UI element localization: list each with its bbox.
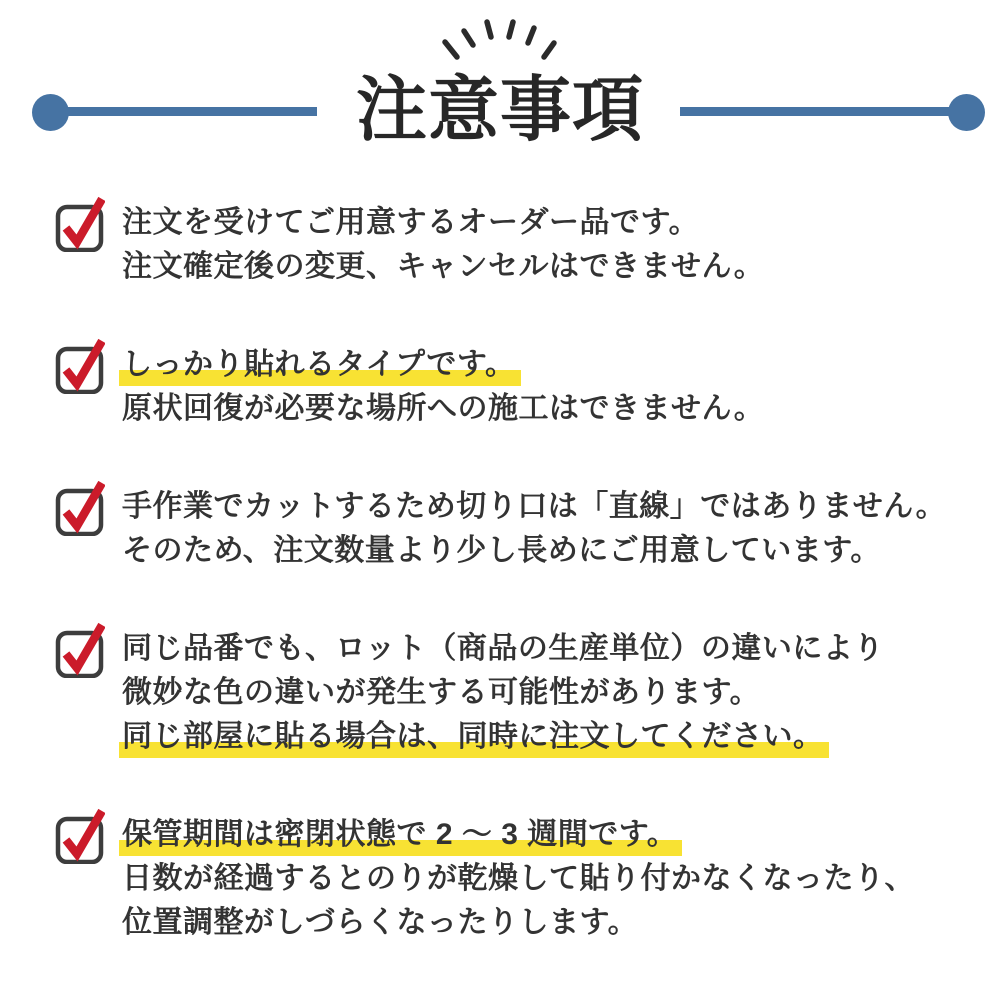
notice-item-text: [122, 627, 985, 759]
page-title: 注意事項: [355, 71, 644, 150]
notice-line: 同じ品番でも、ロット（商品の生産単位）の違いにより: [122, 632, 884, 665]
notice-item: [55, 343, 985, 431]
checkbox-checked-icon: [55, 194, 105, 252]
notice-line-highlighted: 保管期間は密閉状態で 2 ～ 3 週間です。: [122, 813, 985, 857]
notice-line: 注文を受けてご用意するオーダー品です。: [122, 206, 700, 239]
notice-line-highlighted: 同じ部屋に貼る場合は、同時に注文してください。: [122, 715, 985, 759]
notice-line: 位置調整がしづらくなったりします。: [122, 906, 639, 939]
notice-item: [55, 813, 985, 945]
checkbox-checked-icon: [55, 478, 105, 536]
checkbox-checked-icon: [55, 806, 105, 864]
notice-line: そのため、注文数量より少し長めにご用意しています。: [122, 534, 881, 567]
notice-list: [55, 201, 985, 999]
notice-item-text: [122, 485, 985, 573]
notice-item-text: [122, 201, 985, 289]
notice-line: 注文確定後の変更、キャンセルはできません。: [122, 250, 765, 283]
notice-item-text: [122, 343, 985, 431]
notice-item: [55, 627, 985, 759]
divider-line-right: [680, 107, 958, 116]
notice-line: 日数が経過するとのりが乾燥して貼り付かなくなったり、: [122, 862, 915, 895]
emphasis-rays-icon: [0, 0, 1000, 80]
checkbox-checked-icon: [55, 336, 105, 394]
notice-line-highlighted: しっかり貼れるタイプです。: [122, 343, 985, 387]
notice-item: [55, 485, 985, 573]
notice-line: 微妙な色の違いが発生する可能性があります。: [122, 676, 761, 709]
checkbox-checked-icon: [55, 620, 105, 678]
notice-item-text: [122, 813, 985, 945]
notice-line: 原状回復が必要な場所への施工はできません。: [122, 392, 765, 425]
notice-line: 手作業でカットするため切り口は「直線」ではありません。: [122, 490, 947, 523]
divider-dot-right: [948, 94, 985, 131]
notice-item: [55, 201, 985, 289]
